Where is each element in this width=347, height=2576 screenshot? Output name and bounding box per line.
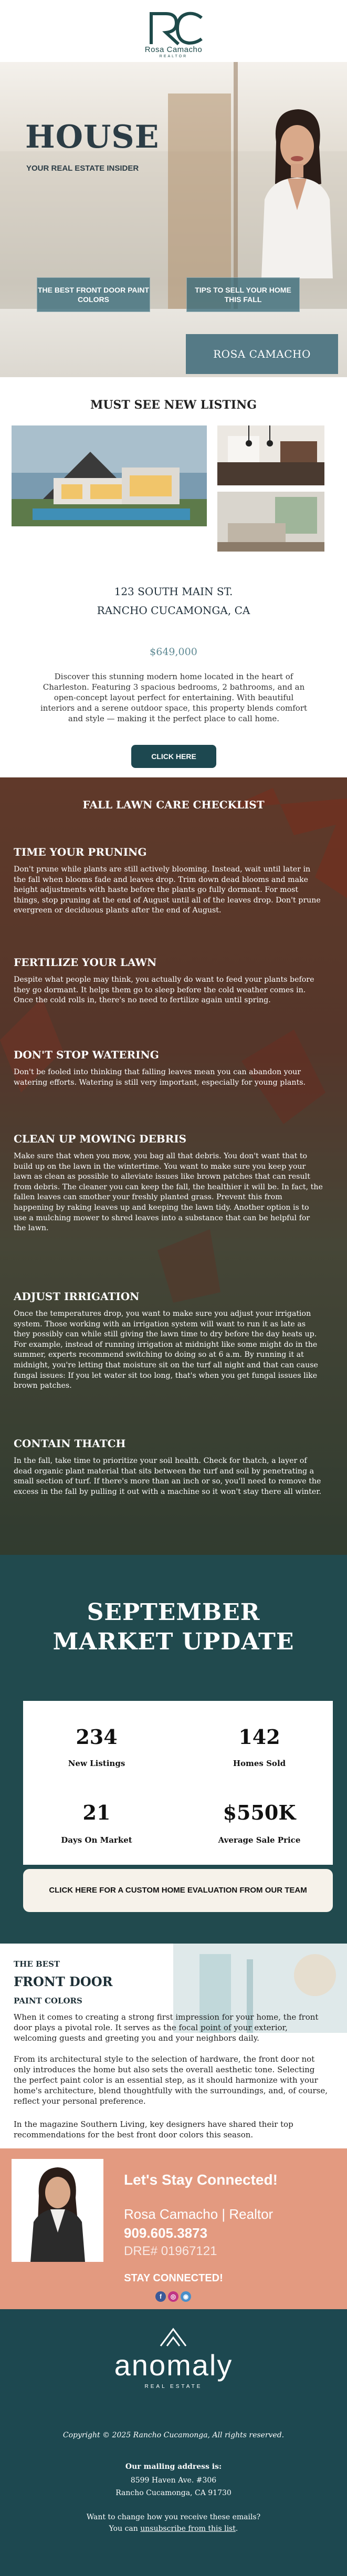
stat-value: $550K xyxy=(223,1801,296,1824)
logo-tagline: REALTOR xyxy=(159,55,188,58)
stay-connected-label: STAY CONNECTED! xyxy=(124,2272,223,2284)
tip-title: TIME YOUR PRUNING xyxy=(14,846,147,858)
connect-phone[interactable]: 909.605.3873 xyxy=(124,2225,208,2241)
lawn-content xyxy=(0,777,347,1555)
tip-body: Don't prune while plants are still actively blooming. Instead, wait until later in the fall when blooms fade and leaves drop. Trim down dead blooms and make height adjustments with haste before the plants go fully dormant. For most things, stop pruning at the end of August until all of the leaves drop. Don't prune evergreen or deciduous plants after the end of August. xyxy=(14,865,321,915)
article-kicker: THE BEST xyxy=(14,1959,60,1969)
market-update-section xyxy=(0,1555,347,1944)
stat-value: 21 xyxy=(82,1801,111,1824)
article-title: FRONT DOOR xyxy=(14,1974,113,1989)
copyright-text: Copyright © 2025 Rancho Cucamonga, All rights reserved. xyxy=(62,2431,285,2439)
connect-heading: Let's Stay Connected! xyxy=(124,2172,278,2188)
stay-connected-card xyxy=(0,2148,347,2309)
article-subtitle: PAINT COLORS xyxy=(14,1996,82,2006)
kitchen-image xyxy=(217,425,324,485)
market-title-line1: SEPTEMBER xyxy=(87,1599,260,1626)
tip-body: Don't be fooled into thinking that falling leaves mean you can abandon your watering efforts. Watering is still very important, especially for young plants. xyxy=(14,1068,306,1087)
stat-label: Homes Sold xyxy=(233,1759,286,1768)
tip-body: In the fall, take time to prioritize your soil health. Check for thatch, a layer of dead organic plant material that sits between the turf and soil by penetrating a small section of turf. If there's more than an inch or so, you'll need to remove the excess in the fall by pulling it out with a machine so it won't stay there all winter. xyxy=(14,1457,322,1496)
tip-title: CLEAN UP MOWING DEBRIS xyxy=(14,1133,187,1145)
brand-subline: REAL ESTATE xyxy=(144,2384,203,2390)
listing-description: Discover this stunning modern home located in the heart of Charleston. Featuring 3 spacious bedrooms, 2 bathrooms, and an open-concept layout perfect for entertaining. With beautiful interiors and a serene outdoor space, this property blends comfort and style — making it the perfect place to call home. xyxy=(40,672,308,723)
connect-dre-number: DRE# 01967121 xyxy=(124,2244,217,2258)
unsubscribe-suffix: . xyxy=(235,2525,238,2533)
hero-banner xyxy=(0,62,347,377)
tip-title: DON'T STOP WATERING xyxy=(14,1048,159,1061)
mailing-line1: 8599 Haven Ave. #306 xyxy=(130,2476,217,2485)
lawn-care-section xyxy=(0,777,347,1555)
article-paragraph: From its architectural style to the selection of hardware, the front door not only introduces the home but also sets the overall aesthetic tone. Selecting the perfect paint color is an essential step, as it should harmonize with your home's architecture, blend thoughtfully with the surroundings, and, of course, reflect your personal preference. xyxy=(14,2054,328,2106)
front-door-colors-button[interactable]: THE BEST FRONT DOOR PAINT COLORS xyxy=(37,277,150,312)
lawn-heading: FALL LAWN CARE CHECKLIST xyxy=(82,798,265,811)
article-paragraph: When it comes to creating a strong first impression for your home, the front door plays a pivotal role. It serves as the focal point of your exterior, welcoming guests and greeting you and your neighbors daily. xyxy=(14,2012,319,2043)
listing-click-here-button[interactable]: CLICK HERE xyxy=(131,745,216,768)
hero-subtitle: YOUR REAL ESTATE INSIDER xyxy=(26,164,139,173)
unsubscribe-line xyxy=(0,2525,347,2533)
front-door-article xyxy=(0,1944,347,2154)
stat-value: 234 xyxy=(76,1725,118,1749)
market-stats-box xyxy=(23,1701,333,1865)
facebook-icon[interactable]: f xyxy=(155,2291,166,2302)
rc-logo-icon xyxy=(141,9,206,46)
newsletter-header xyxy=(0,0,347,62)
tip-body: Make sure that when you mow, you bag all that debris. You don't want that to build up on the lawn in the wintertime. You want to make sure you keep your lawn as clean as possible to alleviate issues like brown patches that can result from debris. The cleaner you can keep the fall, the healthier it will be. In fact, the fallen leaves can smother your freshly planted grass. Prevent this from happening by raking leaves up and keeping the lawn tidy. Another option is to use a mulching mower to shred leaves into a substance that can be helpful for the lawn. xyxy=(14,1152,323,1233)
agent-portrait-icon xyxy=(12,2159,103,2262)
agent-name-plate: ROSA CAMACHO xyxy=(186,334,338,374)
stat-label: New Listings xyxy=(68,1759,125,1768)
brand-wordmark: anomaly xyxy=(114,2349,233,2382)
listing-heading: MUST SEE NEW LISTING xyxy=(90,398,257,412)
newsletter-footer xyxy=(0,2309,347,2576)
instagram-icon[interactable]: ◎ xyxy=(168,2291,178,2302)
stat-value: 142 xyxy=(238,1725,280,1749)
unsubscribe-link[interactable]: unsubscribe from this list xyxy=(140,2525,236,2533)
tip-title: FERTILIZE YOUR LAWN xyxy=(14,956,157,969)
tip-body: Once the temperatures drop, you want to make sure you adjust your irrigation system. Those working with an irrigation system will want to run it as late as they possibly can while still giving the lawn time to dry before the day heats up. For example, instead of running irrigation at midnight like some might do in the summer, experts recommend switching to doing so at 6 a.m. By running it at midnight, you're letting that moisture sit on the turf all night and that can cause fungal issues: If you let water sit too long, that's when you get fungal issues like brown patches. xyxy=(14,1310,318,1390)
market-title xyxy=(0,1598,347,1657)
article-paragraph: In the magazine Southern Living, key designers have shared their top recommendations for the best front door colors this season. xyxy=(14,2120,293,2139)
unsubscribe-prefix: You can xyxy=(109,2525,141,2533)
tip-title: ADJUST IRRIGATION xyxy=(14,1290,140,1303)
tip-body: Despite what people may think, you actually do want to feed your plants before they go dormant. It helps them go to sleep before the cold weather comes in. Once the cold rolls in, there's no need to fertilize again until spring. xyxy=(14,975,314,1005)
agent-photo-icon xyxy=(251,105,340,278)
listing-address-line1: 123 SOUTH MAIN ST. xyxy=(114,585,233,598)
mailing-line2: Rancho Cucamonga, CA 91730 xyxy=(115,2489,232,2497)
new-listing-section xyxy=(0,377,347,798)
website-icon[interactable]: ◉ xyxy=(181,2291,191,2302)
sell-this-fall-button[interactable]: TIPS TO SELL YOUR HOME THIS FALL xyxy=(186,277,300,312)
listing-price: $649,000 xyxy=(150,646,197,658)
house-exterior-image xyxy=(12,425,207,526)
market-title-line2: MARKET UPDATE xyxy=(52,1628,295,1655)
connect-agent-name: Rosa Camacho | Realtor xyxy=(124,2206,274,2222)
tip-title: CONTAIN THATCH xyxy=(14,1437,126,1450)
listing-address-line2: RANCHO CUCAMONGA, CA xyxy=(97,604,250,617)
mailing-heading: Our mailing address is: xyxy=(125,2463,222,2471)
logo-name: Rosa Camacho xyxy=(144,45,203,54)
home-evaluation-button[interactable]: CLICK HERE FOR A CUSTOM HOME EVALUATION FROM OUR TEAM xyxy=(23,1869,333,1912)
change-emails-question: Want to change how you receive these emails? xyxy=(86,2513,261,2521)
stat-label: Days On Market xyxy=(61,1835,132,1845)
hero-title: HOUSE xyxy=(25,119,160,155)
living-room-image xyxy=(217,492,324,552)
stat-label: Average Sale Price xyxy=(218,1835,301,1845)
